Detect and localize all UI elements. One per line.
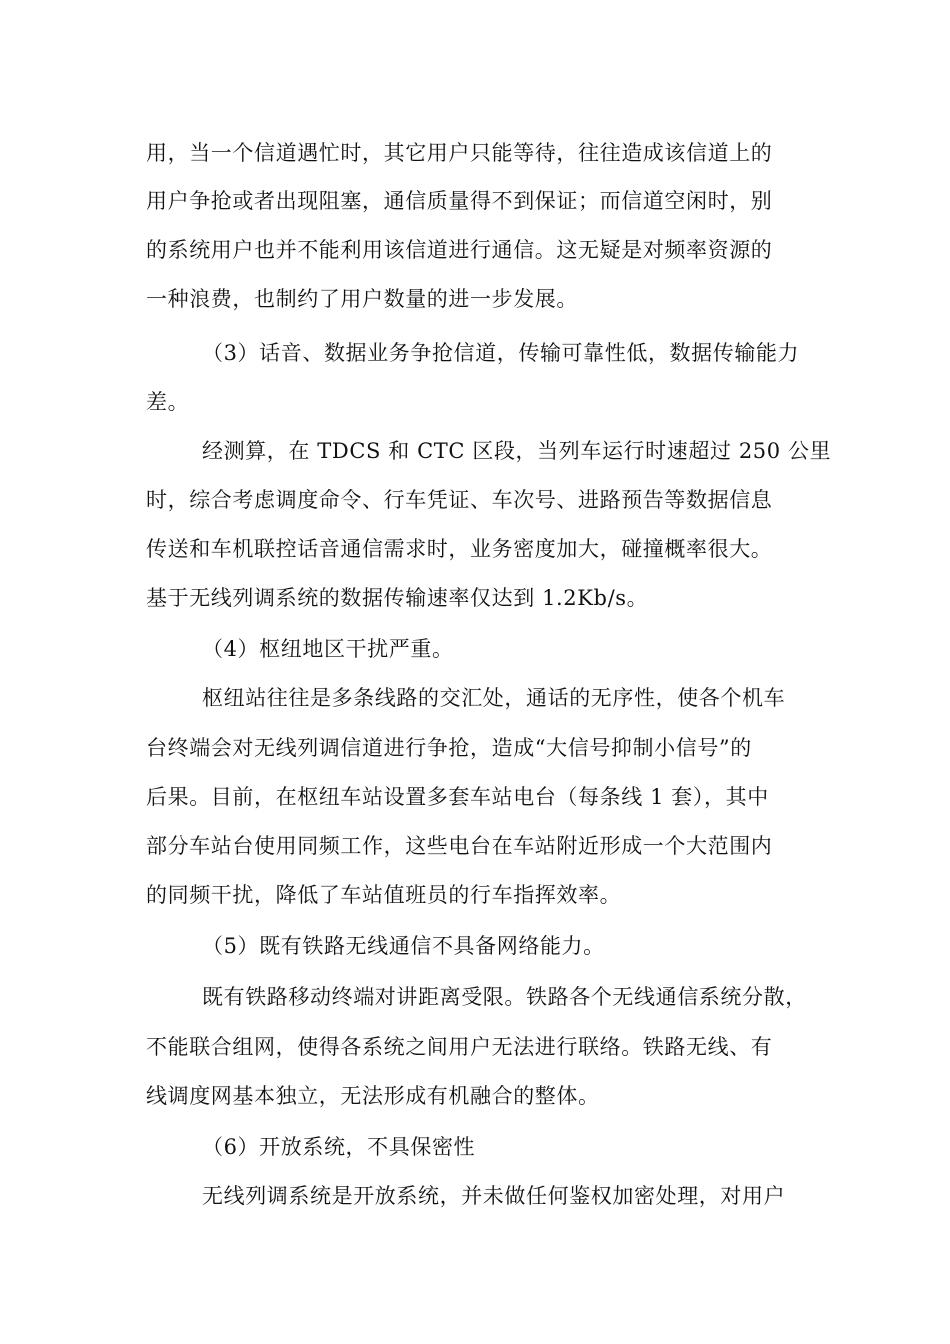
text-line: 不能联合组网，使得各系统之间用户无法进行联络。铁路无线、有 bbox=[146, 1035, 773, 1059]
text-line: 无线列调系统是开放系统，并未做任何鉴权加密处理，对用户 bbox=[202, 1184, 786, 1208]
text-line: 的同频干扰，降低了车站值班员的行车指挥效率。 bbox=[146, 883, 622, 907]
section-heading-3: （3）话音、数据业务争抢信道，传输可靠性低，数据传输能力 bbox=[202, 341, 800, 365]
section-heading-4: （4）枢纽地区干扰严重。 bbox=[202, 637, 454, 661]
text-line: 基于无线列调系统的数据传输速率仅达到 1.2Kb/s。 bbox=[146, 586, 649, 610]
text-line: 差。 bbox=[146, 390, 190, 414]
text-line: 一种浪费，也制约了用户数量的进一步发展。 bbox=[146, 287, 578, 311]
section-heading-6: （6）开放系统，不具保密性 bbox=[202, 1135, 476, 1159]
text-line: 用户争抢或者出现阻塞，通信质量得不到保证；而信道空闲时，别 bbox=[146, 189, 773, 213]
text-line: 部分车站台使用同频工作，这些电台在车站附近形成一个大范围内 bbox=[146, 834, 773, 858]
text-line: 既有铁路移动终端对讲距离受限。铁路各个无线通信系统分散， bbox=[202, 985, 807, 1009]
text-line: 经测算，在 TDCS 和 CTC 区段，当列车运行时速超过 250 公里 bbox=[202, 439, 832, 463]
text-line: 时，综合考虑调度命令、行车凭证、车次号、进路预告等数据信息 bbox=[146, 488, 773, 512]
text-line: 后果。目前，在枢纽车站设置多套车站电台（每条线 1 套），其中 bbox=[146, 785, 769, 809]
text-line: 用，当一个信道遇忙时，其它用户只能等待，往往造成该信道上的 bbox=[146, 141, 773, 165]
text-line: 传送和车机联控话音通信需求时，业务密度加大，碰撞概率很大。 bbox=[146, 537, 773, 561]
text-line: 枢纽站往往是多条线路的交汇处，通话的无序性，使各个机车 bbox=[202, 686, 786, 710]
text-line: 台终端会对无线列调信道进行争抢，造成“大信号抑制小信号”的 bbox=[146, 736, 752, 760]
text-line: 的系统用户也并不能利用该信道进行通信。这无疑是对频率资源的 bbox=[146, 238, 773, 262]
text-line: 线调度网基本独立，无法形成有机融合的整体。 bbox=[146, 1084, 600, 1108]
section-heading-5: （5）既有铁路无线通信不具备网络能力。 bbox=[202, 934, 605, 958]
